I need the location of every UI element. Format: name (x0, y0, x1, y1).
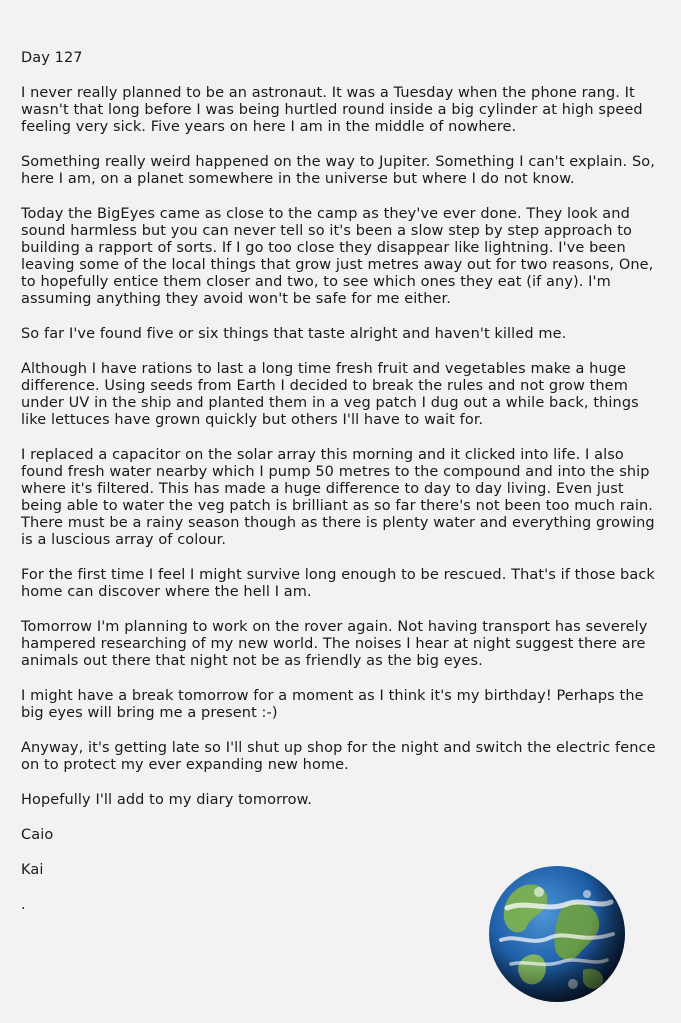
diary-end-mark: . (21, 897, 26, 913)
diary-day-heading: Day 127 (21, 50, 83, 66)
diary-paragraph: Anyway, it's getting late so I'll shut up shop for the night and switch the electric fence on to protect my ever expanding new home. (21, 740, 661, 773)
diary-paragraph: I never really planned to be an astronaut. It was a Tuesday when the phone rang. It wasn't that long before I was being hurtled round inside a big cylinder at high speed feeling very sick. Five years on here I am in the middle of nowhere. (21, 85, 648, 135)
diary-paragraph: Although I have rations to last a long time fresh fruit and vegetables make a huge difference. Using seeds from Earth I decided to break the rules and not grow them under UV in the ship and planted them in a veg patch I dug out a while back, things like lettuces have grown quickly but others I'll have to wait for. (21, 361, 644, 428)
diary-closing: Hopefully I'll add to my diary tomorrow. (21, 792, 312, 808)
diary-paragraph: Tomorrow I'm planning to work on the rover again. Not having transport has severely hampered researching of my new world. The noises I hear at night suggest there are animals out there that night not be as friendly as the big eyes. (21, 619, 653, 669)
planet-globe-icon (487, 864, 627, 1004)
diary-paragraph: So far I've found five or six things that taste alright and haven't killed me. (21, 326, 567, 342)
diary-signature-kai: Kai (21, 862, 44, 878)
diary-paragraph: Something really weird happened on the way to Jupiter. Something I can't explain. So, here I am, on a planet somewhere in the universe but where I do not know. (21, 154, 660, 187)
diary-paragraph: I might have a break tomorrow for a moment as I think it's my birthday! Perhaps the big eyes will bring me a present :-) (21, 688, 649, 721)
diary-page (21, 50, 661, 932)
diary-signature-caio: Caio (21, 827, 54, 843)
diary-paragraph: For the first time I feel I might survive long enough to be rescued. That's if those back home can discover where the hell I am. (21, 567, 660, 600)
diary-paragraph: Today the BigEyes came as close to the camp as they've ever done. They look and sound harmless but you can never tell so it's been a slow step by step approach to building a rapport of sorts. If I go too close they disappear like lightning. I've been leaving some of the local things that grow just metres away out for two reasons, One, to hopefully entice them closer and two, to see which ones they eat (if any). I'm assuming anything they avoid won't be safe for me either. (21, 206, 659, 307)
diary-paragraph: I replaced a capacitor on the solar array this morning and it clicked into life. I also found fresh water nearby which I pump 50 metres to the compound and into the ship where it's filtered. This has made a huge difference to day to day living. Even just being able to water the veg patch is brilliant as so far there's not been too much rain. There must be a rainy season though as there is plenty water and everything growing is a luscious array of colour. (21, 447, 660, 548)
